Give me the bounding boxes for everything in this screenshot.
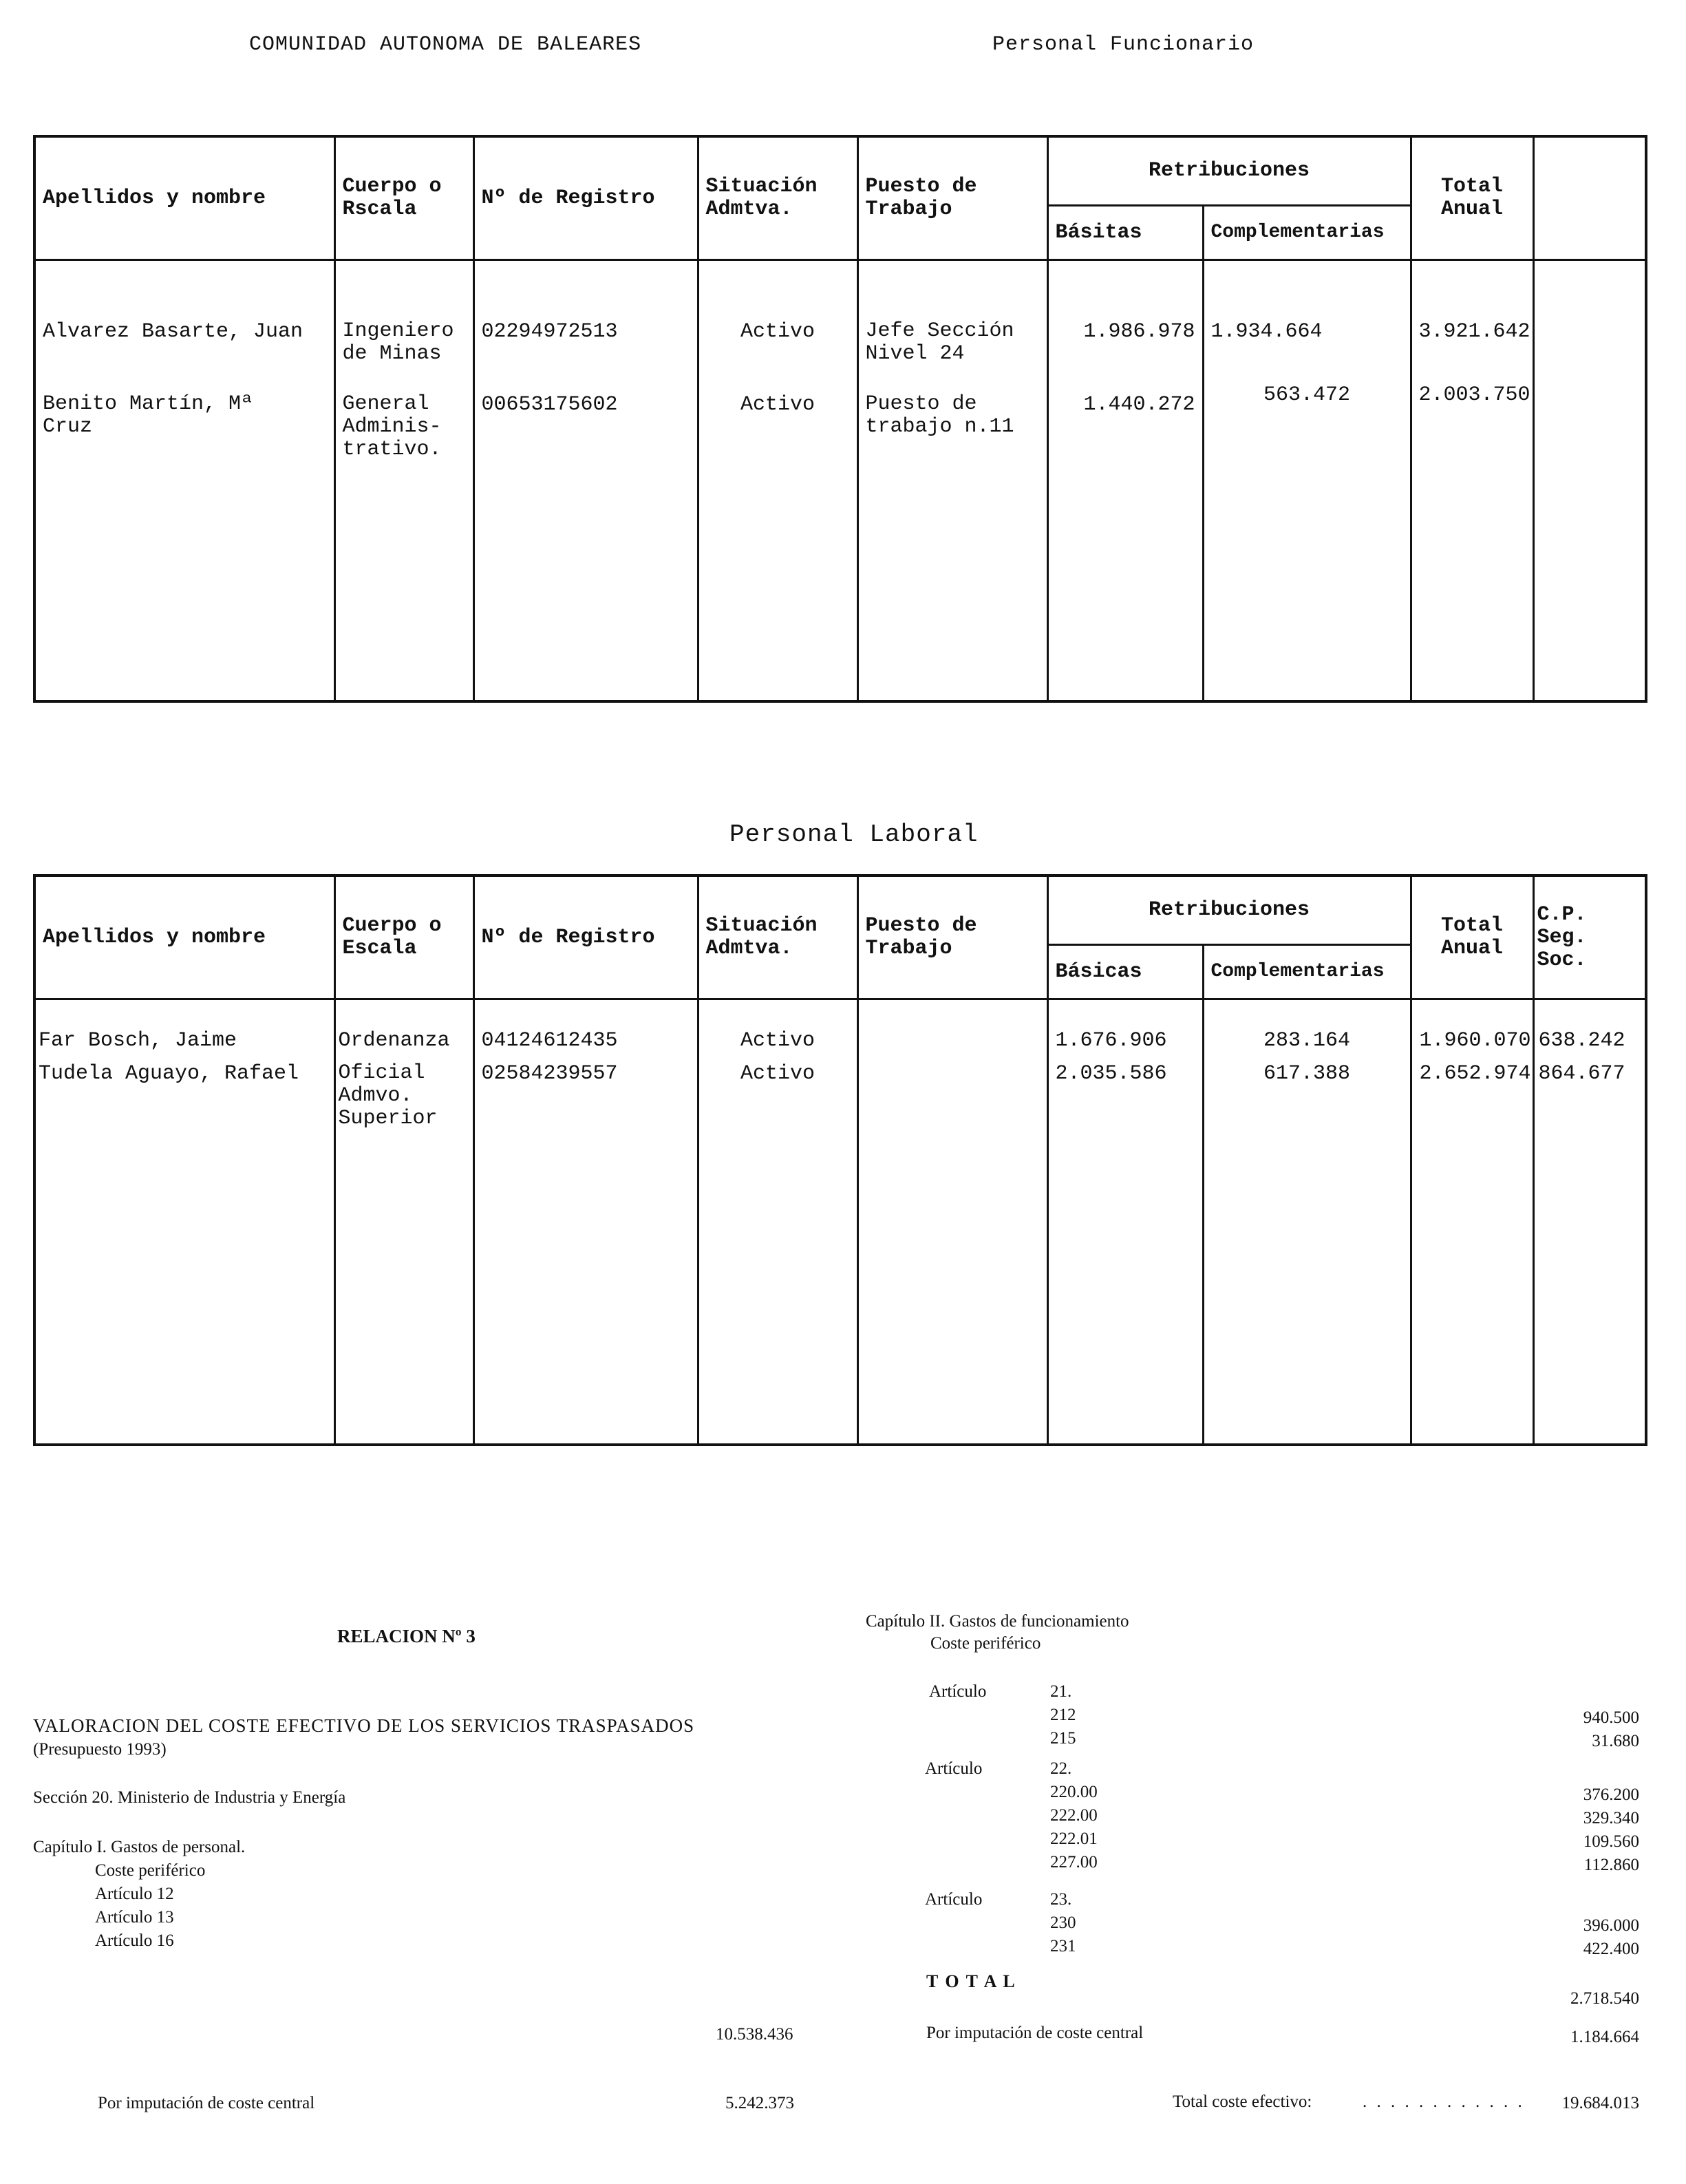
imputacion2-value: 1.184.664 [1570,2028,1639,2046]
item-code: 222.01 [1050,1830,1098,1848]
seccion-label: Sección 20. Ministerio de Industria y Energía [33,1788,346,1807]
cell-situacion: Activo [698,999,857,1056]
cell-cuerpo: Ordenanza [334,999,473,1056]
col-header-cuerpo: Cuerpo o Escala [334,876,473,999]
col-header-total: Total Anual [1411,876,1533,999]
total-value: 2.718.540 [1570,1989,1639,2008]
item-code: 222.00 [1050,1806,1098,1825]
laboral-title: Personal Laboral [729,820,979,849]
coste-periferico-label-2: Coste periférico [930,1634,1041,1653]
capitulo2-label: Capítulo II. Gastos de funcionamiento [866,1612,1129,1631]
item-code: 212 [1050,1706,1076,1724]
item-code: 231 [1050,1937,1076,1955]
articulo-label: Artículo [925,1890,983,1909]
col-header-nombre: Apellidos y nombre [34,876,334,999]
col-header-situacion: Situación Admtva. [698,876,857,999]
item-value: 940.500 [1583,1708,1639,1727]
cell-empty [1533,365,1646,701]
col-header-cp: C.P. Seg. Soc. [1533,876,1646,999]
cell-puesto: Puesto de trabajo n.11 [857,365,1047,701]
col-header-retribuciones: Retribuciones [1047,136,1411,205]
articulo-code: 21. [1050,1682,1072,1701]
cell-situacion: Activo [698,260,857,366]
item-value: 112.860 [1583,1856,1639,1874]
cell-cuerpo: Ingeniero de Minas [334,260,473,366]
cell-basicas: 1.440.272 [1047,365,1203,701]
table-row [34,999,1646,1056]
total-efectivo-value: 19.684.013 [1561,2094,1639,2112]
col-header-complementarias: Complementarias [1203,205,1411,259]
articulo-13: Artículo 13 [95,1908,174,1927]
cell-complementarias: 1.934.664 [1203,260,1411,366]
leader-dots: . . . . . . . . . . . . [1363,2092,1525,2111]
valoracion-heading: VALORACION DEL COSTE EFECTIVO DE LOS SERVICIOS TRASPASADOS [33,1715,695,1736]
cell-registro: 02584239557 [473,1055,698,1445]
cell-nombre: Tudela Aguayo, Rafael [34,1055,334,1445]
col-header-basicas: Básitas [1047,205,1203,259]
col-header-complementarias: Complementarias [1203,944,1411,999]
item-value: 422.400 [1583,1940,1639,1958]
imputacion1-value: 5.242.373 [725,2094,794,2112]
articulo-16: Artículo 16 [95,1931,174,1950]
coste-periferico-label: Coste periférico [95,1861,206,1880]
col-header-empty [1533,136,1646,260]
cell-puesto [857,999,1047,1056]
imputacion1-label: Por imputación de coste central [98,2094,315,2112]
cell-puesto: Jefe Sección Nivel 24 [857,260,1047,366]
cell-complementarias: 283.164 [1203,999,1411,1056]
cell-total: 3.921.642 [1411,260,1533,366]
capitulo1-subtotal: 10.538.436 [716,2025,793,2044]
item-code: 220.00 [1050,1783,1098,1801]
table-row [34,1055,1646,1445]
cell-registro: 00653175602 [473,365,698,701]
col-header-basicas: Básicas [1047,944,1203,999]
item-value: 376.200 [1583,1785,1639,1804]
document-header-left: COMUNIDAD AUTONOMA DE BALEARES [249,33,642,56]
capitulo1-label: Capítulo I. Gastos de personal. [33,1838,246,1856]
cell-cuerpo: Oficial Admvo. Superior [334,1055,473,1445]
col-header-registro: Nº de Registro [473,136,698,260]
table-row [34,365,1646,701]
articulo-code: 23. [1050,1890,1072,1909]
cell-cp: 638.242 [1533,999,1646,1056]
col-header-total: Total Anual [1411,136,1533,260]
document-header-right: Personal Funcionario [992,33,1255,56]
cell-complementarias: 563.472 [1203,365,1411,701]
col-header-puesto: Puesto de Trabajo [857,876,1047,999]
funcionario-table [33,135,1647,703]
cell-total: 2.003.750 [1411,365,1533,701]
cell-nombre: Far Bosch, Jaime [34,999,334,1056]
cell-situacion: Activo [698,1055,857,1445]
cell-empty [1533,260,1646,366]
table-row [34,260,1646,366]
presupuesto-label: (Presupuesto 1993) [33,1740,167,1759]
col-header-nombre: Apellidos y nombre [34,136,334,260]
cell-registro: 04124612435 [473,999,698,1056]
cell-cp: 864.677 [1533,1055,1646,1445]
col-header-situacion: Situación Admtva. [698,136,857,260]
cell-complementarias: 617.388 [1203,1055,1411,1445]
cell-nombre: Alvarez Basarte, Juan [34,260,334,366]
total-label: T O T A L [926,1971,1016,1991]
cell-nombre: Benito Martín, Mª Cruz [34,365,334,701]
cell-cuerpo: General Adminis- trativo. [334,365,473,701]
cell-registro: 02294972513 [473,260,698,366]
articulo-code: 22. [1050,1759,1072,1778]
item-value: 329.340 [1583,1809,1639,1827]
col-header-retribuciones: Retribuciones [1047,876,1411,944]
col-header-puesto: Puesto de Trabajo [857,136,1047,260]
item-code: 227.00 [1050,1853,1098,1872]
articulo-12: Artículo 12 [95,1885,174,1903]
laboral-table [33,874,1647,1446]
col-header-registro: Nº de Registro [473,876,698,999]
col-header-cuerpo: Cuerpo o Rscala [334,136,473,260]
imputacion2-label: Por imputación de coste central [926,2024,1144,2042]
cell-basicas: 2.035.586 [1047,1055,1203,1445]
total-efectivo-label: Total coste efectivo: [1173,2092,1312,2111]
relacion-title: RELACION Nº 3 [337,1626,476,1646]
item-value: 31.680 [1592,1732,1639,1750]
articulo-label: Artículo [925,1759,983,1778]
articulo-label: Artículo [929,1682,987,1701]
cell-basicas: 1.676.906 [1047,999,1203,1056]
cell-total: 2.652.974 [1411,1055,1533,1445]
cell-situacion: Activo [698,365,857,701]
item-value: 109.560 [1583,1832,1639,1851]
item-code: 215 [1050,1729,1076,1748]
item-value: 396.000 [1583,1916,1639,1935]
item-code: 230 [1050,1913,1076,1932]
cell-puesto [857,1055,1047,1445]
cell-basicas: 1.986.978 [1047,260,1203,366]
cell-total: 1.960.070 [1411,999,1533,1056]
